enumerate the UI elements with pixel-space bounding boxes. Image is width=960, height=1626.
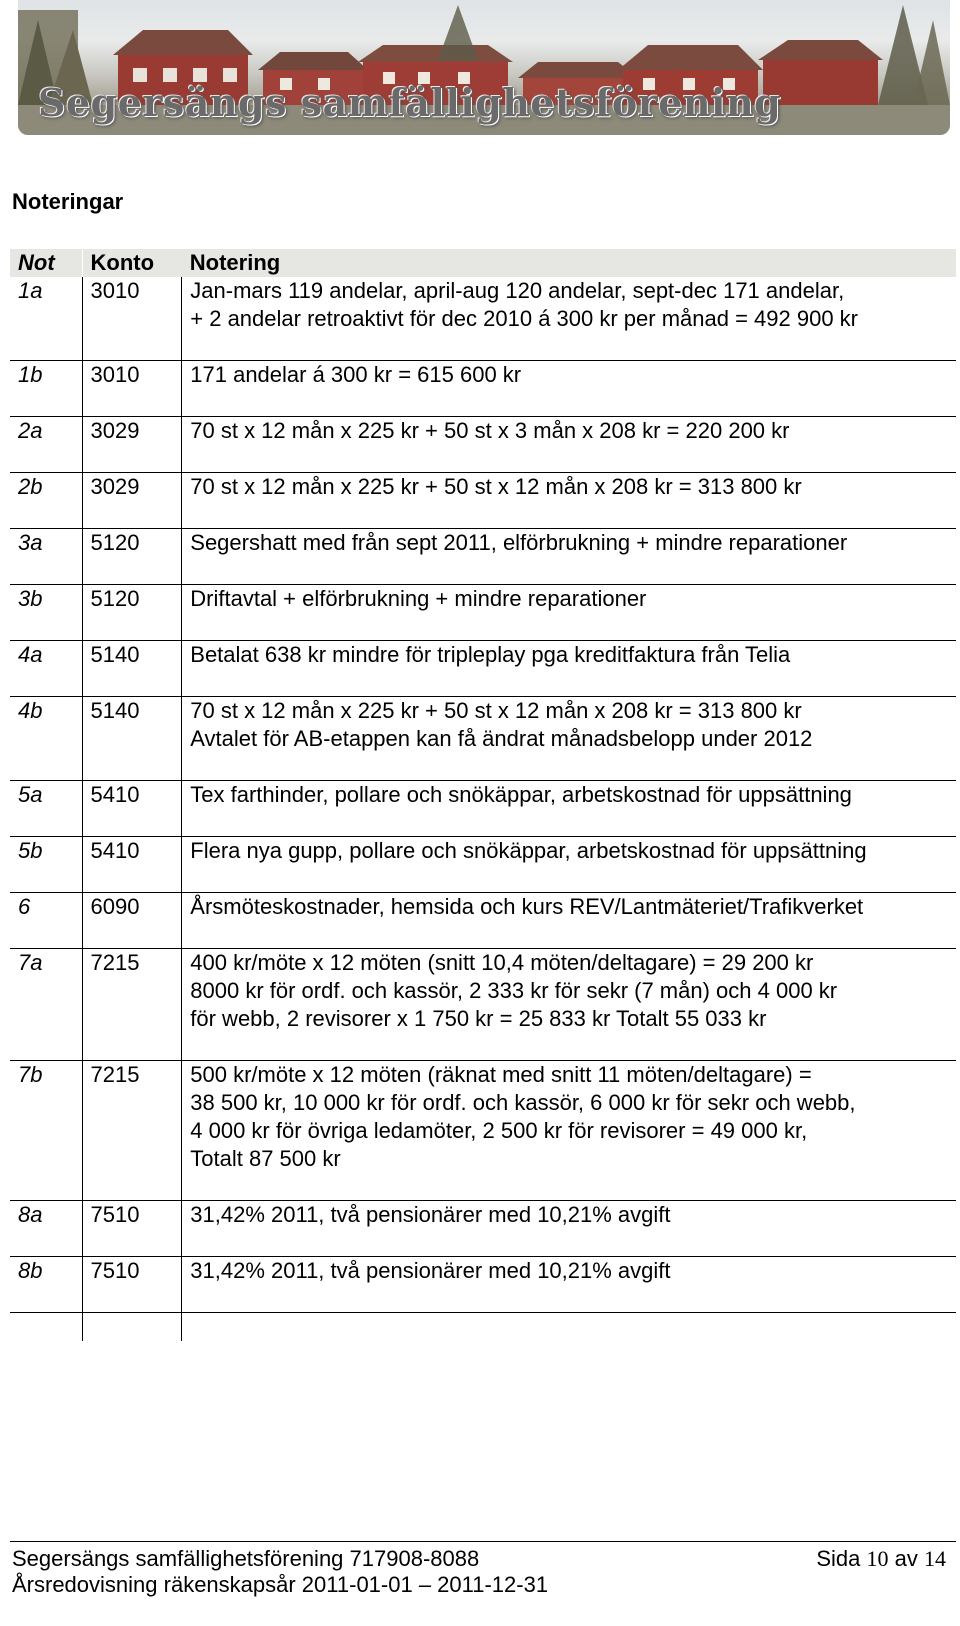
note-id-cell: 8a <box>10 1201 82 1257</box>
table-row <box>10 473 956 529</box>
table-row <box>10 641 956 697</box>
table-row <box>10 837 956 893</box>
note-text-cell <box>182 1061 956 1201</box>
account-cell: 3029 <box>82 473 182 529</box>
account-cell: 5140 <box>82 641 182 697</box>
note-text-line: Tex farthinder, pollare och snökäppar, arbetskostnad för uppsättning <box>190 782 852 807</box>
note-text-line: Årsmöteskostnader, hemsida och kurs REV/Lantmäteriet/Trafikverket <box>190 894 864 919</box>
page-total: 14 <box>924 1546 946 1571</box>
account-cell: 7215 <box>82 1061 182 1201</box>
column-header-notering: Notering <box>182 249 956 277</box>
note-id-cell: 3a <box>10 529 82 585</box>
note-id-cell: 7b <box>10 1061 82 1201</box>
account-cell: 5410 <box>82 781 182 837</box>
note-text-cell <box>182 417 956 473</box>
account-cell: 5140 <box>82 697 182 781</box>
note-text-line: Segershatt med från sept 2011, elförbrukning + mindre reparationer <box>190 530 848 555</box>
footer-divider <box>10 1541 956 1542</box>
note-id-cell: 7a <box>10 949 82 1061</box>
table-row <box>10 417 956 473</box>
note-text-line: Flera nya gupp, pollare och snökäppar, arbetskostnad för uppsättning <box>190 838 867 863</box>
page-sep: av <box>894 1546 918 1571</box>
footer-org-line: Segersängs samfällighetsförening 717908-8088 <box>12 1546 480 1571</box>
banner-title: Segersängs samfällighetsförening <box>38 80 782 125</box>
table-row <box>10 529 956 585</box>
table-row <box>10 277 956 361</box>
note-text-line: 70 st x 12 mån x 225 kr + 50 st x 3 mån x 208 kr = 220 200 kr <box>190 418 790 443</box>
note-text-line: 4 000 kr för övriga ledamöter, 2 500 kr för revisorer = 49 000 kr, <box>190 1118 808 1143</box>
table-header-row <box>10 249 956 277</box>
table-row <box>10 949 956 1061</box>
note-text-line: 500 kr/möte x 12 möten (räknat med snitt 11 möten/deltagare) = <box>190 1062 812 1087</box>
account-cell: 7510 <box>82 1201 182 1257</box>
note-id-cell: 6 <box>10 893 82 949</box>
note-text-cell <box>182 529 956 585</box>
note-id-cell: 8b <box>10 1257 82 1313</box>
note-text-cell <box>182 781 956 837</box>
page-current: 10 <box>866 1546 889 1571</box>
note-text-line: 171 andelar á 300 kr = 615 600 kr <box>190 362 522 387</box>
account-cell: 5120 <box>82 585 182 641</box>
table-row <box>10 1061 956 1201</box>
note-text-line: 70 st x 12 mån x 225 kr + 50 st x 12 mån x 208 kr = 313 800 kr <box>190 698 802 723</box>
note-id-cell: 4a <box>10 641 82 697</box>
note-text-line: 400 kr/möte x 12 möten (snitt 10,4 möten/deltagare) = 29 200 kr <box>190 950 814 975</box>
account-cell: 6090 <box>82 893 182 949</box>
note-text-cell <box>182 1201 956 1257</box>
table-row <box>10 361 956 417</box>
table-body <box>10 277 956 1341</box>
note-text-line: 8000 kr för ordf. och kassör, 2 333 kr för sekr (7 mån) och 4 000 kr <box>190 978 838 1003</box>
note-text-cell <box>182 893 956 949</box>
note-text-cell <box>182 641 956 697</box>
note-text-line: 38 500 kr, 10 000 kr för ordf. och kassör, 6 000 kr för sekr och webb, <box>190 1090 856 1115</box>
account-cell: 3010 <box>82 277 182 361</box>
notes-table <box>10 249 956 1341</box>
column-header-not: Not <box>10 249 82 277</box>
note-id-cell: 4b <box>10 697 82 781</box>
note-text-line: 31,42% 2011, två pensionärer med 10,21% avgift <box>190 1258 671 1283</box>
account-cell: 7510 <box>82 1257 182 1313</box>
note-text-cell <box>182 361 956 417</box>
table-row-empty <box>10 1313 956 1342</box>
section-heading: Noteringar <box>12 189 124 214</box>
footer-report-line: Årsredovisning räkenskapsår 2011-01-01 – 2011-12-31 <box>12 1572 549 1597</box>
note-text-line: Jan-mars 119 andelar, april-aug 120 andelar, sept-dec 171 andelar, <box>190 278 845 303</box>
note-text-cell <box>182 949 956 1061</box>
note-id-cell: 5a <box>10 781 82 837</box>
page-label: Sida <box>816 1546 861 1571</box>
note-text-line: för webb, 2 revisorer x 1 750 kr = 25 833 kr Totalt 55 033 kr <box>190 1006 767 1031</box>
table-row <box>10 697 956 781</box>
account-cell: 3010 <box>82 361 182 417</box>
note-id-cell: 1a <box>10 277 82 361</box>
note-text-cell <box>182 1257 956 1313</box>
note-text-line: 70 st x 12 mån x 225 kr + 50 st x 12 mån x 208 kr = 313 800 kr <box>190 474 802 499</box>
table-row <box>10 585 956 641</box>
note-id-cell: 1b <box>10 361 82 417</box>
note-text-cell <box>182 277 956 361</box>
account-cell: 5410 <box>82 837 182 893</box>
note-id-cell: 2a <box>10 417 82 473</box>
note-text-line: Totalt 87 500 kr <box>190 1146 341 1171</box>
note-text-line: Betalat 638 kr mindre för tripleplay pga kreditfaktura från Telia <box>190 642 791 667</box>
account-cell: 3029 <box>82 417 182 473</box>
column-header-konto: Konto <box>82 249 182 277</box>
note-text-line: Avtalet för AB-etappen kan få ändrat månadsbelopp under 2012 <box>190 726 813 751</box>
table-row <box>10 893 956 949</box>
note-text-line: 31,42% 2011, två pensionärer med 10,21% avgift <box>190 1202 671 1227</box>
table-row <box>10 781 956 837</box>
table-row <box>10 1257 956 1313</box>
note-text-cell <box>182 473 956 529</box>
note-text-line: Driftavtal + elförbrukning + mindre reparationer <box>190 586 647 611</box>
empty-cell <box>10 1313 82 1342</box>
header-banner <box>18 0 950 135</box>
note-id-cell: 5b <box>10 837 82 893</box>
note-text-cell <box>182 837 956 893</box>
empty-cell <box>182 1313 956 1342</box>
page-number <box>816 1546 946 1572</box>
table-row <box>10 1201 956 1257</box>
footer-left <box>12 1546 548 1598</box>
note-id-cell: 2b <box>10 473 82 529</box>
note-text-cell <box>182 697 956 781</box>
note-id-cell: 3b <box>10 585 82 641</box>
note-text-cell <box>182 585 956 641</box>
account-cell: 5120 <box>82 529 182 585</box>
note-text-line: + 2 andelar retroaktivt för dec 2010 á 300 kr per månad = 492 900 kr <box>190 306 859 331</box>
account-cell: 7215 <box>82 949 182 1061</box>
empty-cell <box>82 1313 182 1342</box>
